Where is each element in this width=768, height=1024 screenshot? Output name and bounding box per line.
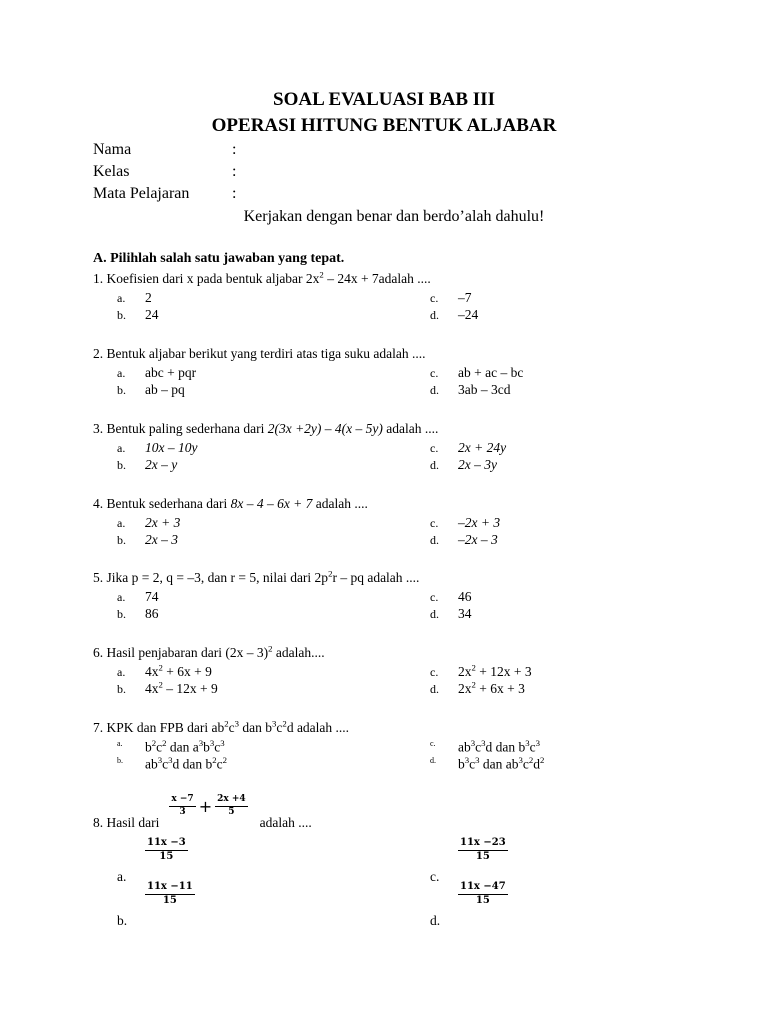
- page-title: SOAL EVALUASI BAB III: [273, 89, 495, 110]
- q4-option-d[interactable]: [430, 532, 498, 548]
- option-label: c.: [430, 516, 439, 530]
- option-label: c.: [430, 291, 439, 305]
- option-label: b.: [117, 756, 123, 765]
- instruction: Kerjakan dengan benar dan berdo’alah dahulu!: [243, 208, 545, 225]
- option-text: 2: [145, 290, 152, 305]
- option-label: d.: [430, 458, 439, 472]
- option-label: b.: [117, 458, 126, 472]
- q3-expression: 2(3x +2y) – 4(x – 5y): [267, 421, 383, 436]
- fraction-denominator: 15: [475, 894, 490, 906]
- fraction-denominator: 15: [159, 850, 174, 862]
- q7-text: 7. KPK dan FPB dari ab: [93, 720, 225, 735]
- q7-text: c: [228, 720, 235, 735]
- page-subtitle: OPERASI HITUNG BENTUK ALJABAR: [211, 115, 557, 136]
- section-a-heading: A. Pilihlah salah satu jawaban yang tepat.: [93, 251, 345, 266]
- fraction-denominator: 15: [162, 894, 177, 906]
- option-text: 2x: [458, 664, 472, 679]
- option-text: ab – pq: [145, 382, 185, 397]
- q1-option-a[interactable]: [117, 290, 152, 306]
- fraction-numerator: 11x −47: [458, 882, 508, 895]
- q8-text-post: adalah ....: [259, 815, 312, 830]
- q4-option-c[interactable]: [430, 515, 500, 531]
- q7-option-b[interactable]: b. $ab^3c^3d$ dan $b^2c^2$: [117, 755, 228, 772]
- option-label: d.: [430, 533, 439, 547]
- q3-option-c[interactable]: [430, 440, 506, 456]
- fraction-numerator: x −7: [169, 795, 195, 806]
- q6-option-c[interactable]: [430, 664, 532, 680]
- q2-option-b[interactable]: [117, 382, 185, 398]
- q3-text-pre: 3. Bentuk paling sederhana dari: [93, 421, 268, 436]
- field-mapel-colon: :: [232, 185, 237, 202]
- option-sup: 2: [158, 679, 163, 690]
- question-4: [93, 496, 368, 512]
- q4-text-pre: 4. Bentuk sederhana dari: [93, 496, 231, 511]
- field-nama-colon: :: [232, 141, 237, 158]
- option-label: a.: [117, 590, 126, 604]
- option-text: 74: [145, 589, 159, 604]
- option-sup: 2: [471, 662, 476, 673]
- q8-option-b-label[interactable]: b.: [117, 913, 128, 928]
- option-text: 24: [145, 307, 159, 322]
- question-6: [93, 645, 325, 661]
- option-text: 4x: [145, 681, 159, 696]
- fraction-denominator: 3: [179, 806, 186, 817]
- q2-option-a[interactable]: [117, 365, 196, 381]
- q7-text: d adalah ....: [286, 720, 350, 735]
- option-text: 2x – 3: [145, 532, 178, 547]
- q3-option-d[interactable]: [430, 457, 497, 473]
- plus-sign: +: [198, 796, 213, 816]
- option-sup: 2: [471, 679, 476, 690]
- q7-option-c[interactable]: c. $ab^3c^3d$ dan $b^3c^3$: [430, 738, 541, 755]
- q1-text-pre: 1. Koefisien dari x pada bentuk aljabar 2x: [93, 271, 320, 286]
- question-3: [93, 421, 438, 437]
- q1-option-d[interactable]: [430, 307, 478, 323]
- q8-option-a-fraction[interactable]: [145, 838, 188, 862]
- fraction-numerator: 11x −23: [458, 838, 508, 851]
- option-text: abc + pqr: [145, 365, 197, 380]
- q8-option-c-fraction[interactable]: [458, 838, 508, 862]
- option-label: d.: [430, 607, 439, 621]
- option-text: 86: [145, 606, 159, 621]
- option-text: 2x – 3y: [458, 457, 497, 472]
- q8-option-d-label[interactable]: d.: [430, 913, 441, 928]
- q5-option-c[interactable]: [430, 589, 472, 605]
- option-label: a.: [117, 291, 126, 305]
- option-sup: 2: [158, 662, 163, 673]
- option-label: b.: [117, 533, 126, 547]
- option-label: a.: [117, 441, 126, 455]
- q6-text-post: adalah....: [272, 645, 325, 660]
- q4-option-b[interactable]: [117, 532, 178, 548]
- q3-text-post: adalah ....: [382, 421, 439, 436]
- q4-text-post: adalah ....: [312, 496, 368, 511]
- option-label: c.: [430, 590, 439, 604]
- option-label: d.: [430, 383, 439, 397]
- q2-option-d[interactable]: [430, 382, 510, 398]
- option-text: 34: [458, 606, 472, 621]
- question-8: [93, 791, 312, 831]
- q7-text: c: [276, 720, 283, 735]
- field-nama-label: Nama: [93, 141, 132, 158]
- q8-fraction-1: [169, 795, 195, 817]
- q8-option-c-label[interactable]: c.: [430, 869, 440, 884]
- q4-option-a[interactable]: [117, 515, 180, 531]
- option-label: c.: [430, 441, 439, 455]
- option-text: 10x – 10y: [145, 440, 198, 455]
- option-text: –7: [458, 290, 472, 305]
- option-label: b.: [117, 682, 126, 696]
- q1-option-c[interactable]: [430, 290, 472, 306]
- option-text: 3ab – 3cd: [458, 382, 511, 397]
- q7-text: dan b: [239, 720, 273, 735]
- q8-option-a-label[interactable]: a.: [117, 869, 127, 884]
- q8-option-b-fraction[interactable]: [145, 882, 195, 906]
- option-text: 2x – y: [145, 457, 178, 472]
- q6-text-pre: 6. Hasil penjabaran dari (2x – 3): [93, 645, 269, 660]
- option-label: c.: [430, 665, 439, 679]
- option-text: 2x: [458, 681, 472, 696]
- fraction-numerator: 2x +4: [215, 795, 248, 806]
- q2-option-c[interactable]: [430, 365, 523, 381]
- q5-option-a[interactable]: [117, 589, 159, 605]
- option-label: a.: [117, 739, 123, 748]
- q1-option-b[interactable]: [117, 307, 159, 323]
- fraction-denominator: 15: [475, 850, 490, 862]
- option-label: a.: [117, 516, 126, 530]
- option-text: –2x + 3: [458, 515, 501, 530]
- option-text: – 12x + 9: [162, 681, 218, 696]
- field-mapel-label: Mata Pelajaran: [93, 185, 190, 202]
- option-label: a.: [117, 366, 126, 380]
- option-text: 4x: [145, 664, 159, 679]
- q5-sup: 2: [328, 568, 333, 579]
- q1-text-post: – 24x + 7adalah ....: [323, 271, 431, 286]
- field-kelas-colon: :: [232, 163, 237, 180]
- q6-sup: 2: [268, 643, 273, 654]
- option-text: ab + ac – bc: [458, 365, 524, 380]
- q4-expression: 8x – 4 – 6x + 7: [230, 496, 313, 511]
- option-label: a.: [117, 665, 126, 679]
- q6-option-d[interactable]: [430, 681, 525, 697]
- q8-option-d-fraction[interactable]: [458, 882, 508, 906]
- option-label: d.: [430, 308, 439, 322]
- q5-option-b[interactable]: [117, 606, 159, 622]
- option-text: 46: [458, 589, 472, 604]
- question-2: 2. Bentuk aljabar berikut yang terdiri atas tiga suku adalah ....: [93, 346, 426, 361]
- option-label: c.: [430, 366, 439, 380]
- q8-text-pre: 8. Hasil dari: [93, 815, 160, 830]
- option-label: b.: [117, 308, 126, 322]
- fraction-numerator: 11x −3: [145, 838, 188, 851]
- option-label: c.: [430, 739, 436, 748]
- option-text: + 12x + 3: [475, 664, 532, 679]
- q6-option-a[interactable]: [117, 664, 212, 680]
- q7-option-a[interactable]: a. $b^2c^2$ dan $a^3b^3c^3$: [117, 738, 225, 755]
- q5-text-pre: 5. Jika p = 2, q = –3, dan r = 5, nilai dari 2p: [93, 570, 329, 585]
- option-text: + 6x + 3: [475, 681, 525, 696]
- q6-option-b[interactable]: [117, 681, 218, 697]
- q8-fraction-2: [215, 795, 248, 817]
- question-5: [93, 570, 419, 586]
- field-kelas-label: Kelas: [93, 163, 130, 180]
- question-1: [93, 271, 431, 287]
- fraction-numerator: 11x −11: [145, 882, 195, 895]
- option-label: d.: [430, 682, 439, 696]
- option-text: –24: [458, 307, 479, 322]
- q3-option-a[interactable]: [117, 440, 197, 456]
- q1-sup: 2: [319, 269, 324, 280]
- option-label: b.: [117, 607, 126, 621]
- option-text: 2x + 24y: [458, 440, 507, 455]
- option-text: –2x – 3: [458, 532, 498, 547]
- option-text: + 6x + 9: [162, 664, 212, 679]
- question-7: 7. KPK dan FPB dari $ab^2c^3$ dan $b^3c^2d$ adalah ....: [93, 718, 350, 735]
- fraction-denominator: 5: [228, 806, 235, 817]
- q3-option-b[interactable]: [117, 457, 177, 473]
- option-label: d.: [430, 756, 436, 765]
- q7-option-d[interactable]: d. $b^3c^3$ dan $ab^3c^2d^2$: [430, 755, 545, 772]
- q5-text-post: r – pq adalah ....: [332, 570, 420, 585]
- option-text: 2x + 3: [145, 515, 181, 530]
- option-label: b.: [117, 383, 126, 397]
- q5-option-d[interactable]: [430, 606, 472, 622]
